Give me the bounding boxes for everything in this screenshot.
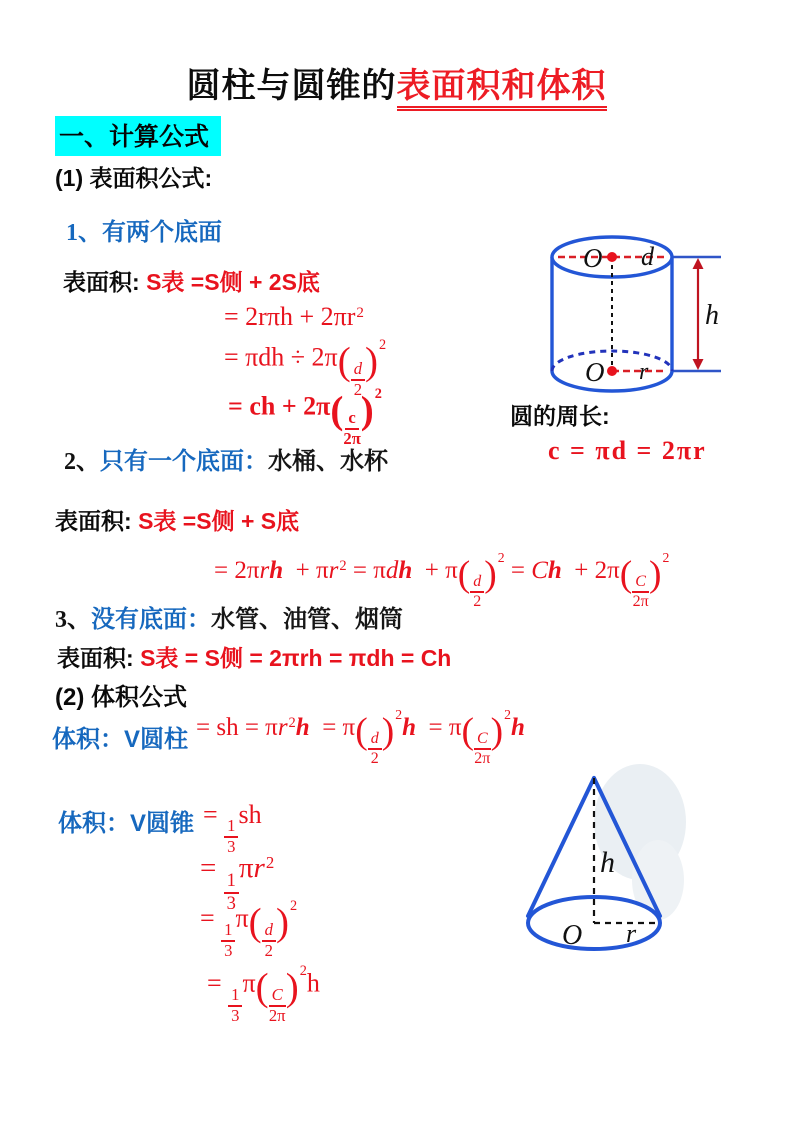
list-item-2-number: 2、: [64, 449, 100, 475]
title-black-part: 圆柱与圆锥的: [186, 67, 397, 105]
list-item-3-label: 没有底面：: [91, 606, 211, 633]
formula-volume-cone-1: = $\frac{1}{3}$ sh: [203, 800, 262, 857]
list-item-1-label: 有两个底面: [102, 219, 222, 246]
formula-surface-1a: = $2r\pi h + 2\pi r^2$: [224, 302, 364, 331]
list-item-3-number: 3、: [55, 607, 91, 633]
height-arrow-head-top: [693, 258, 704, 269]
surface-area-formula-1: S表 =S侧 + 2S底: [146, 269, 320, 295]
cylinder-bottom-center-label: O: [585, 357, 605, 387]
cylinder-height-label: h: [705, 300, 719, 331]
formula-volume-cone-3: = $\frac{1}{3}$ π( $\frac{d}{2}$ )$^2$: [200, 898, 298, 960]
volume-cone-label: 体积：V圆锥: [58, 810, 195, 837]
circumference-formula: c = πd = 2πr: [548, 436, 707, 465]
volume-cylinder-label: 体积：V圆柱: [52, 726, 189, 753]
height-arrow-head-bottom: [693, 359, 704, 370]
surface-area-line-1: [63, 264, 320, 297]
surface-area-formula-3: S表 = S侧 = 2πrh = πdh = Ch: [140, 645, 452, 671]
cone-radius-label: r: [626, 919, 637, 948]
list-item-1-number: 1、: [66, 220, 102, 246]
surface-area-label-3: 表面积:: [57, 645, 134, 671]
list-item-3: [55, 599, 403, 634]
cone-height-label: h: [600, 846, 615, 879]
cylinder-top-center-dot: [607, 252, 617, 262]
cylinder-diameter-label: d: [641, 242, 654, 271]
formula-surface-2: = $2\pi rh + \pi r^2 = \pi dh + \pi$( $\frac{d}{2}$ )$^2$ = Ch + 2π( $\frac{C}{2\pi}$ )$^2$: [214, 550, 670, 611]
cone-figure: [518, 760, 686, 980]
list-item-3-examples: 水管、油管、烟筒: [211, 606, 403, 633]
list-item-2-label: 只有一个底面：: [100, 448, 268, 475]
formula-volume-cylinder: = sh = $\pi r^2h = \pi$( $\frac{d}{2}$ )$^2$h = π( $\frac{C}{2\pi}$ )$^2$h: [196, 707, 525, 768]
surface-area-label-1: 表面积:: [63, 269, 140, 295]
cylinder-radius-label: r: [639, 359, 649, 385]
formula-volume-cone-4: = $\frac{1}{3}$ π( $\frac{C}{2\pi}$ )$^2$h: [207, 963, 320, 1025]
subsection-surface-area: (1) 表面积公式:: [55, 165, 213, 191]
surface-area-formula-2: S表 =S侧 + S底: [138, 508, 300, 534]
formula-volume-cone-2: = $\frac{1}{3}$ $\pi r^2$: [200, 852, 275, 915]
surface-area-label-2: 表面积:: [55, 508, 132, 534]
list-item-1: [66, 212, 222, 247]
cylinder-top-center-label: O: [583, 243, 603, 273]
title-red-underlined-part: 表面积和体积: [397, 67, 607, 111]
page-title: [0, 58, 793, 107]
list-item-2-examples: 水桶、水杯: [268, 448, 388, 475]
subsection-volume: (2) 体积公式: [55, 684, 187, 711]
section-1-heading: 一、计算公式: [55, 116, 221, 156]
formula-surface-1b: = πdh ÷ 2π( $\frac{d}{2}$ )$^2$: [224, 337, 387, 399]
list-item-2: [64, 441, 388, 476]
formula-surface-1c: = ch + 2π( $\frac{c}{2\pi}$ )$^2$: [228, 386, 382, 448]
cone-center-label: O: [562, 920, 583, 951]
cylinder-figure: [541, 234, 729, 402]
circumference-label: 圆的周长:: [510, 403, 610, 429]
cylinder-bottom-center-dot: [607, 366, 617, 376]
surface-area-line-2: [55, 503, 299, 536]
surface-area-line-3: [57, 640, 451, 673]
